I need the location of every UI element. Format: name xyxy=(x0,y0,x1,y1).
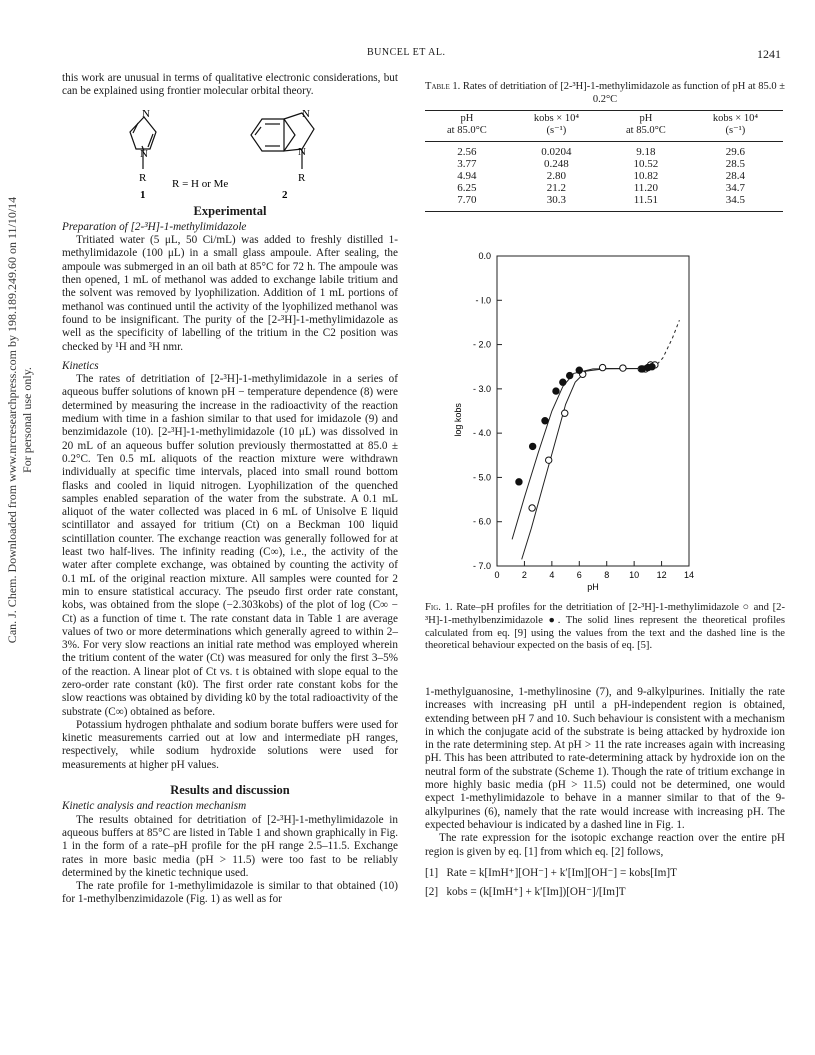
x-tick-label: 12 xyxy=(656,570,667,580)
table-cell: 10.52 xyxy=(633,158,659,170)
benzimidazole-point xyxy=(576,367,582,373)
theoretical-dashed-line xyxy=(653,320,679,368)
table-row xyxy=(425,170,783,182)
download-notice xyxy=(5,160,45,680)
page-number: 1241 xyxy=(757,47,781,61)
right-paragraph-2: The rate expression for the isotopic exchange reaction over the entire pH region is given by eq. [1] from which eq. [2] follows, xyxy=(425,832,785,858)
imidazole-point xyxy=(529,505,535,511)
benzimidazole-point xyxy=(553,388,559,394)
download-notice-line2: For personal use only. xyxy=(20,367,34,473)
x-tick-label: 2 xyxy=(521,570,527,580)
kinetics-paragraph-2: Potassium hydrogen phthalate and sodium borate buffers were used for kinetic measurements carried out at low and intermediate pH ranges, respectively, while sodium hydroxide solutions were used for measurements at higher pH values. xyxy=(62,718,398,771)
right-column xyxy=(425,686,785,899)
benzimidazole-point xyxy=(542,418,548,424)
table-cell: 2.80 xyxy=(546,170,567,182)
column-header: pH at 85.0°C xyxy=(604,111,688,142)
kinetics-paragraph-1: The rates of detritiation of [2-³H]-1-methylimidazole in a series of aqueous buffer solutions of known pH − temperature dependence (8) were determined by measuring the increase in the radioactivity of the reaction medium with time in a fashion similar to that used for imidazole (9) and benzimidazole (10). [2-³H]-1-methylimidazole (10 μL) was dissolved in 20 mL of an aqueous buffer solution previously thermostatted at 85.0 ± 0.2°C. Ten 0.5 mL aliquots of the reaction mixture were withdrawn individually at specific time intervals, placed into small round bottom flasks and cooled in liquid nitrogen. Lyophilization of the quenched samples enabled separation of the water from the substrate. A 0.1 mL aliquot of the water collected was placed in 6 mL of Unisolve E liquid scintillator and assayed for tritium (Ct) on a Beckman 100 liquid scintillation counter. The exchange reaction was generally followed for at least two half-lives. The infinity reading (C∞), i.e., the activity of the water after complete exchange, was obtained by counting the activity of 0.1 mL of the original reaction mixture. All samples were counted for 2 min to ensure statistical accuracy. The pseudo first order rate constant, kobs, was obtained from the slope (−2.303kobs) of the plot of log (C∞ − Ct) as a function of time t. The rate constant data in Table 1 are average values of two or more determinations which generally agreed to within 2–3%. For very slow reactions an initial rate method was employed wherein the tritium content of the water (Ct) was measured for only the first 3–5% of the reaction. A linear plot of Ct vs. t is obtained with slope equal to the zero-order rate constant (k0). The first order rate constant kobs for the slow reactions was obtained by dividing k0 by the total radioactivity of the substrate (C∞) obtained as before. xyxy=(62,373,398,718)
table-cell: 30.3 xyxy=(546,194,567,206)
chart-svg xyxy=(425,244,785,600)
substituent-note: R = H or Me xyxy=(172,177,229,190)
y-tick-label: - 4.0 xyxy=(472,428,491,439)
table-cell: 4.94 xyxy=(457,170,477,182)
figure-caption-label: Fig. 1. xyxy=(425,602,453,613)
column-header: pH at 85.0°C xyxy=(425,111,509,142)
table-row xyxy=(425,142,783,159)
running-head: BUNCEL ET AL. xyxy=(367,47,446,58)
benzimidazole-point xyxy=(529,443,535,449)
table-cell: 0.0204 xyxy=(541,146,572,158)
equation-2 xyxy=(425,886,785,899)
y-tick-label: - 7.0 xyxy=(472,561,491,571)
x-tick-label: 10 xyxy=(629,570,640,580)
left-column xyxy=(62,72,398,907)
table-cell: 34.7 xyxy=(725,182,746,194)
theoretical-solid-line xyxy=(512,369,655,540)
table-cell: 2.56 xyxy=(457,146,477,158)
table-cell: 29.6 xyxy=(725,146,746,158)
kinetics-subheading: Kinetics xyxy=(62,359,99,372)
imidazole-point xyxy=(599,364,605,370)
experimental-heading: Experimental xyxy=(193,203,267,218)
y-tick-label: - 3.0 xyxy=(472,383,491,394)
rate-ph-chart xyxy=(425,244,785,600)
y-tick-label: - I.0 xyxy=(475,295,491,306)
x-tick-label: 8 xyxy=(604,570,610,580)
kam-subheading: Kinetic analysis and reaction mechanism xyxy=(62,800,247,813)
table-cell: 3.77 xyxy=(457,158,477,170)
imidazole-point xyxy=(546,457,552,463)
figure-caption xyxy=(425,602,785,653)
imidazole-point xyxy=(562,410,568,416)
table-cell: 10.82 xyxy=(633,170,659,182)
table-cell: 11.20 xyxy=(633,182,659,194)
atom-r-label: R xyxy=(298,171,306,184)
table-row xyxy=(425,194,783,211)
benzimidazole-point xyxy=(516,479,522,485)
atom-n-label: N xyxy=(142,107,150,120)
table-caption xyxy=(425,80,785,106)
atom-n-label: N xyxy=(140,147,148,160)
structures-figure xyxy=(62,99,398,199)
right-paragraph-1: 1-methylguanosine, 1-methylinosine (7), and 9-alkylpurines. Initially the rate increases with increasing pH until a pH-independent region is obtained, extending between pH 7 and 10. Such behaviour is consistent with a mechanism in which the conjugate acid of the substrate is being attacked by hydroxide ion in the rate determining step. At pH > 11 the rate increases again with increasing pH. This has been attributed to rate-determining attack by hydroxide ion on the neutral form of the substrate (Scheme 1). Though the rate of tritium exchange in more highly basic media (pH > 11.5) could not be determined, one would expect 1-methylimidazole to behave in a manner similar to that of the 9-alkylpurines (6), namely that the rate would increase with increasing pH. The expected behaviour is indicated by a dashed line in Fig. 1. xyxy=(425,686,785,831)
theoretical-solid-line xyxy=(522,369,655,560)
table-cell: 11.51 xyxy=(633,194,659,206)
benzimidazole-point xyxy=(566,372,572,378)
table-cell: 28.5 xyxy=(725,158,746,170)
results-heading: Results and discussion xyxy=(170,783,290,798)
equation-1-text: Rate = k[ImH⁺][OH⁻] + k′[Im][OH⁻] = kobs[Im]T xyxy=(446,866,677,879)
results-paragraph-1: The results obtained for detritiation of [2-³H]-1-methylimidazole in aqueous buffers at 85°C are listed in Table 1 and shown graphically in Fig. 1 in the form of a rate–pH profile for the pH range 2.5–11.5. Exchange rates in more basic media (pH > 11.5) were too fast to be reliably determined by the kinetic technique used. xyxy=(62,813,398,879)
plot-frame xyxy=(497,256,689,566)
table-row xyxy=(425,158,783,170)
results-paragraph-2: The rate profile for 1-methylimidazole is similar to that obtained (10) for 1-methylbenzimidazole (Fig. 1) as well as for xyxy=(62,880,398,906)
y-tick-label: - 6.0 xyxy=(472,516,491,527)
prep-paragraph: Tritiated water (5 μL, 50 Ci/mL) was added to freshly distilled 1-methylimidazole (100 μL) in a small glass ampoule. After sealing, the ampoule was submerged in an oil bath at 85°C for 72 h. The ampoule was then opened, 1 mL of methanol was added to exchange labile tritium and the solvent was removed by lyophilization. Addition of 1 mL portions of methanol was continued until the activity of the lyophilized methanol was found to be insignificant. The purity of the [2-³H]-1-methylimidazole as well as the specificity of labelling of the tritium in the C2 position was checked by ¹H and ³H nmr. xyxy=(62,234,398,353)
y-tick-label: 0.0 xyxy=(478,251,491,261)
x-tick-label: 4 xyxy=(549,570,555,580)
table-cell: 7.70 xyxy=(457,194,477,206)
rates-table xyxy=(425,110,783,212)
x-tick-label: 6 xyxy=(576,570,582,580)
atom-r-label: R xyxy=(139,171,147,184)
benzimidazole-point xyxy=(649,364,655,370)
figure-caption-text: Rate–pH profiles for the detritiation of [2-³H]-1-methylimidazole ○ and [2-³H]-1-methylbenzimidazole ●. The solid lines represent the theoretical profiles calculated from eq. [9] using the values from the text and the dashed line is the theoretical behaviour expected on the basis of eq. [5]. xyxy=(425,602,785,652)
atom-n-label: N xyxy=(298,145,306,158)
prep-subheading: Preparation of [2-³H]-1-methylimidazole xyxy=(62,220,247,233)
table-header-row xyxy=(425,111,783,142)
equation-2-label: [2] xyxy=(425,886,439,899)
table-cell: 6.25 xyxy=(457,182,477,194)
equation-2-text: kobs = (k[ImH⁺] + k′[Im])[OH⁻]/[Im]T xyxy=(446,886,626,899)
y-tick-label: - 2.0 xyxy=(472,339,491,350)
y-axis-label: log kobs xyxy=(453,403,463,437)
download-notice-line1: Can. J. Chem. Downloaded from www.nrcresearchpress.com by 198.189.249.60 on 11/10/14 xyxy=(5,196,19,644)
intro-paragraph: this work are unusual in terms of qualitative electronic considerations, but can be explained using frontier molecular orbital theory. xyxy=(62,72,398,98)
x-tick-label: 0 xyxy=(494,570,500,580)
table-cell: 34.5 xyxy=(725,194,746,206)
table-row xyxy=(425,182,783,194)
benzimidazole-point xyxy=(560,379,566,385)
compound-label-2: 2 xyxy=(282,188,288,199)
table-cell: 0.248 xyxy=(544,158,569,170)
table-cell: 9.18 xyxy=(636,146,656,158)
column-header: kobs × 10⁴ (s⁻¹) xyxy=(509,111,604,142)
equation-1-label: [1] xyxy=(425,866,439,879)
table-caption-label: Table 1. xyxy=(425,81,461,92)
column-header: kobs × 10⁴ (s⁻¹) xyxy=(688,111,783,142)
compound-label-1: 1 xyxy=(140,188,146,199)
table-cell: 21.2 xyxy=(546,182,567,194)
atom-n-label: N xyxy=(302,107,310,120)
x-axis-label: pH xyxy=(587,582,599,592)
equation-1 xyxy=(425,867,785,880)
table-caption-text: Rates of detritiation of [2-³H]-1-methylimidazole as function of pH at 85.0 ± 0.2°C xyxy=(462,81,785,105)
y-tick-label: - 5.0 xyxy=(472,472,491,483)
x-tick-label: 14 xyxy=(683,570,695,580)
imidazole-point xyxy=(620,365,626,371)
table-cell: 28.4 xyxy=(725,170,746,182)
imidazole-structures xyxy=(62,99,398,199)
